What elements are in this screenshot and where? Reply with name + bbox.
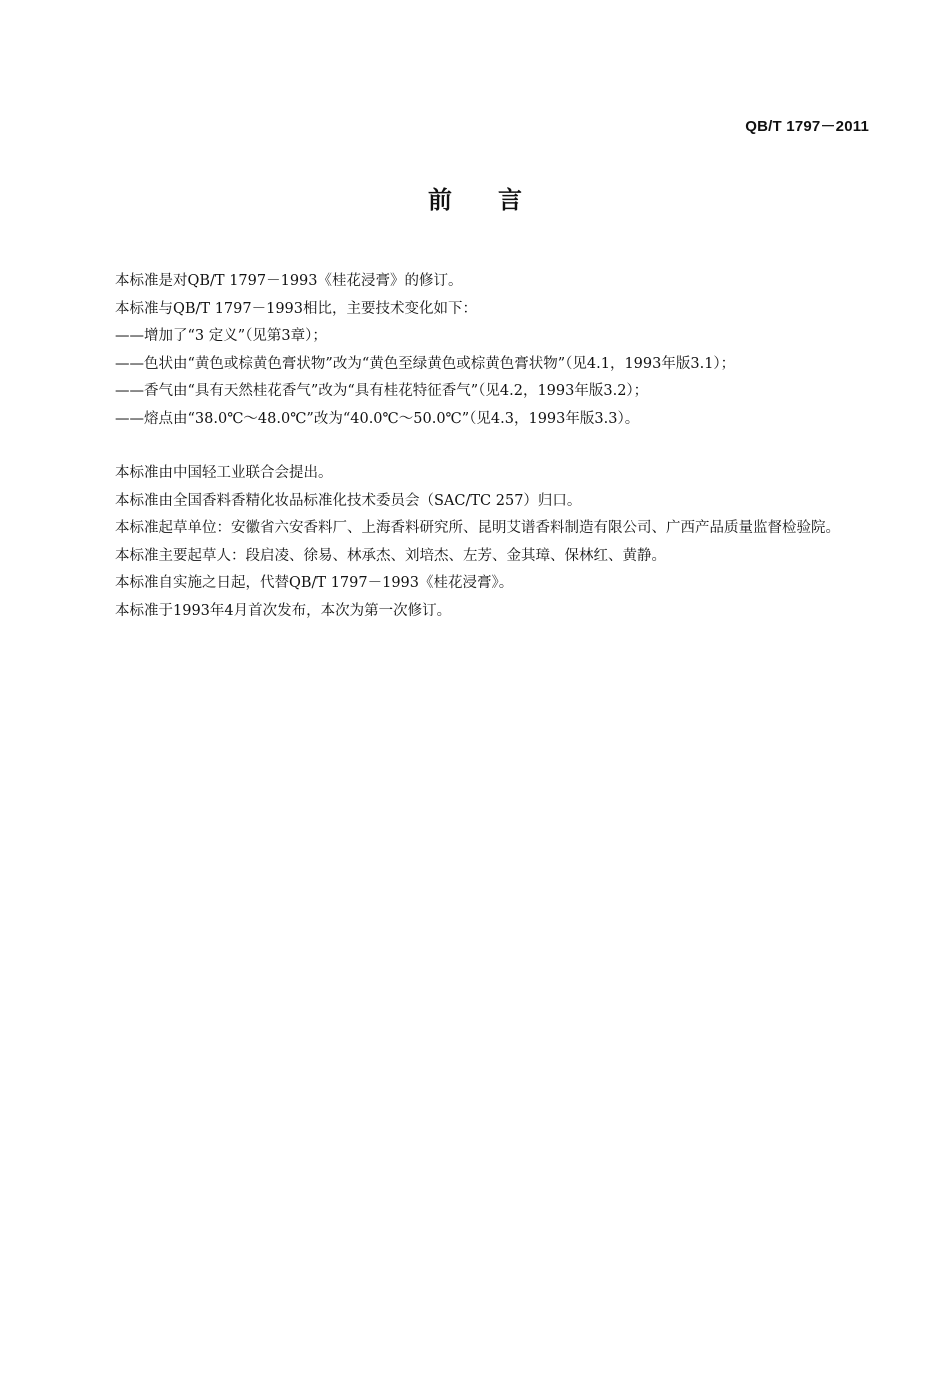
section-spacer — [80, 433, 870, 460]
change-item-melting-point: ——熔点由“38.0℃～48.0℃”改为“40.0℃～50.0℃”（见4.3，1993年版3.3）。 — [115, 410, 640, 427]
paragraph-proposer: 本标准由中国轻工业联合会提出。 — [115, 465, 333, 481]
change-item-aroma: ——香气由“具有天然桂花香气”改为“具有桂花特征香气”（见4.2，1993年版3.2）； — [115, 383, 649, 399]
paragraph-drafters: 本标准主要起草人：段启凌、徐易、林承杰、刘培杰、左芳、金其璋、保林红、黄静。 — [115, 547, 666, 564]
paragraph-committee: 本标准由全国香料香精化妆品标准化技术委员会（SAC/TC 257）归口。 — [115, 492, 582, 509]
paragraph-revision-note: 本标准是对QB/T 1797－1993《桂花浸膏》的修订。 — [115, 273, 463, 289]
paragraph-changes-intro: 本标准与QB/T 1797－1993相比，主要技术变化如下： — [115, 300, 478, 317]
standard-code: QB/T 1797－2011 — [745, 118, 869, 135]
title-char-1: 前 — [428, 186, 452, 214]
title-char-2: 言 — [498, 186, 522, 214]
document-body — [80, 268, 870, 625]
paragraph-replacement: 本标准自实施之日起，代替QB/T 1797－1993《桂花浸膏》。 — [115, 575, 514, 591]
paragraph-history: 本标准于1993年4月首次发布，本次为第一次修订。 — [115, 602, 452, 619]
page-title — [0, 180, 950, 215]
paragraph-drafting-units: 本标准起草单位：安徽省六安香料厂、上海香料研究所、昆明艾谱香料制造有限公司、广西产品质量监督检验院。 — [115, 520, 840, 536]
change-item-color: ——色状由“黄色或棕黄色膏状物”改为“黄色至绿黄色或棕黄色膏状物”（见4.1，1993年版3.1）； — [115, 355, 736, 372]
change-item-definition: ——增加了“3 定义”（见第3章）； — [115, 328, 327, 344]
